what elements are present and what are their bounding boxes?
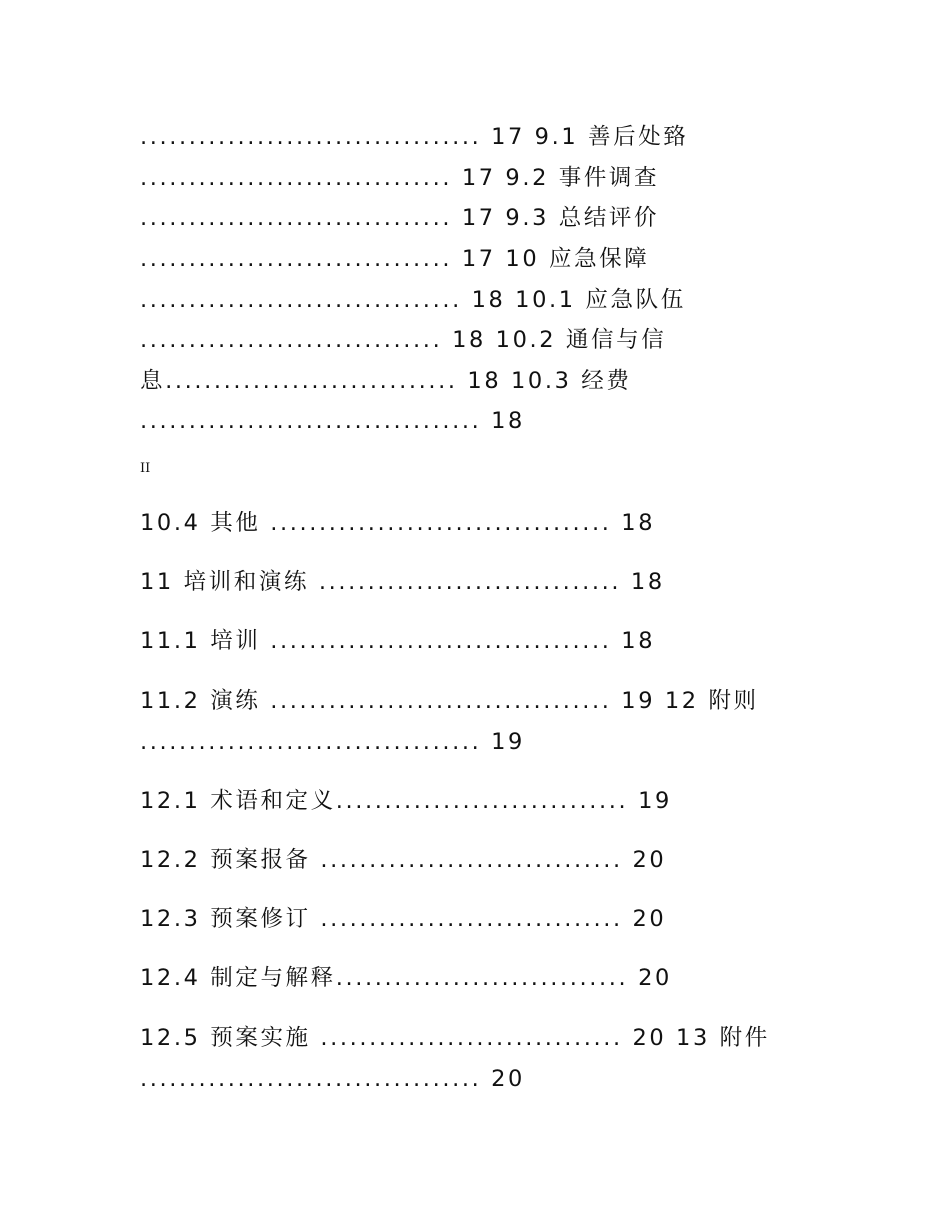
- toc-line-12-4: 12.4 制定与解释.............................. 20: [140, 965, 672, 991]
- toc-line-12-page: ................................... 19: [140, 729, 525, 755]
- toc-line-9-2: ................................ 17 9.2 事件调查: [140, 165, 660, 191]
- toc-line-10-3-page: ................................... 18: [140, 408, 525, 434]
- toc-line-9-3: ................................ 17 9.3 总结评价: [140, 205, 660, 231]
- toc-line-11-1: 11.1 培训 ................................... 18: [140, 628, 656, 654]
- toc-line-10: ................................ 17 10 应急保障: [140, 246, 650, 272]
- toc-line-13-page: ................................... 20: [140, 1066, 525, 1092]
- toc-line-10-4: 10.4 其他 ................................... 18: [140, 510, 656, 536]
- toc-line-12-1: 12.1 术语和定义.............................. 19: [140, 788, 672, 814]
- toc-line-12-3: 12.3 预案修订 ............................... 20: [140, 906, 667, 932]
- toc-line-11-2: 11.2 演练 ................................... 19 12 附则: [140, 688, 759, 714]
- page-number: II: [140, 461, 151, 476]
- toc-line-12-2: 12.2 预案报备 ............................... 20: [140, 847, 667, 873]
- toc-line-10-3: 息.............................. 18 10.3 经费: [140, 368, 632, 394]
- toc-line-12-5: 12.5 预案实施 ............................... 20 13 附件: [140, 1025, 770, 1051]
- toc-line-10-1: ................................. 18 10.1 应急队伍: [140, 287, 686, 313]
- toc-line-9-1: ................................... 17 9.1 善后处臵: [140, 124, 689, 150]
- toc-line-10-2: ............................... 18 10.2 通信与信: [140, 327, 667, 353]
- toc-line-11: 11 培训和演练 ............................... 18: [140, 569, 665, 595]
